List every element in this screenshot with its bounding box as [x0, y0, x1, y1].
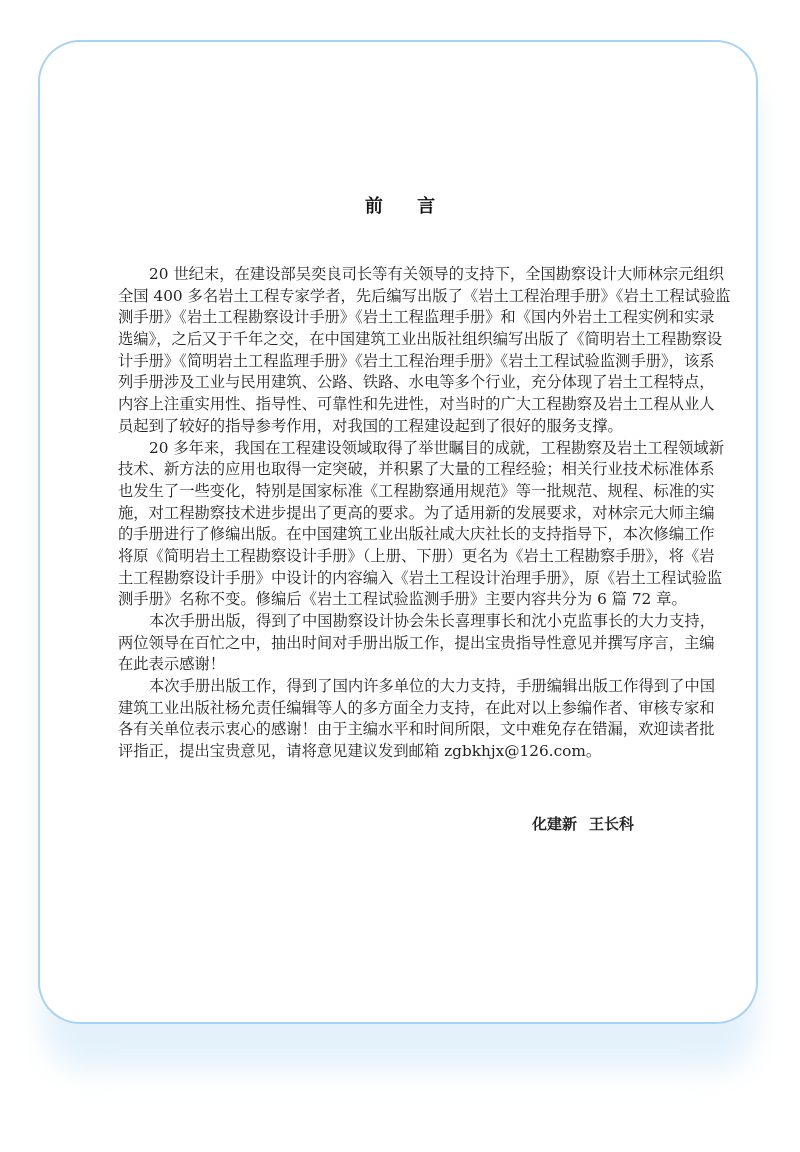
text-line: 技术、新方法的应用也取得一定突破，并积累了大量的工程经验；相关行业技术标准体系 — [118, 460, 715, 479]
text-line: 计手册》《简明岩土工程监理手册》《岩土工程治理手册》《岩土工程试验监测手册》，该系 — [118, 351, 715, 370]
text-line: 本次手册出版，得到了中国勘察设计协会朱长喜理事长和沈小克监事长的大力支持， — [149, 612, 715, 630]
text-line: 测手册》《岩土工程勘察设计手册》《岩土工程监理手册》和《国内外岩土工程实例和实录 — [118, 308, 715, 327]
text-line: 全国 400 多名岩土工程专家学者，先后编写出版了《岩土工程治理手册》《岩土工程试验监 — [118, 286, 731, 305]
text-line: 20 世纪末，在建设部吴奕良司长等有关领导的支持下，全国勘察设计大师林宗元组织 — [149, 265, 725, 283]
text-line: 施，对工程勘察技术进步提出了更高的要求。为了适用新的发展要求，对林宗元大师主编 — [118, 503, 715, 522]
author-name: 王长科 — [588, 815, 634, 833]
author-name: 化建新 — [531, 815, 577, 833]
text-line: 员起到了较好的指导参考作用，对我国的工程建设起到了很好的服务支撑。 — [118, 416, 623, 435]
text-line: 也发生了一些变化，特别是国家标准《工程勘察通用规范》等一批规范、规程、标准的实 — [118, 481, 715, 500]
preface-body — [118, 264, 731, 763]
text-line: 建筑工业出版社杨允责任编辑等人的多方面全力支持，在此对以上参编作者、审核专家和 — [118, 698, 715, 717]
text-line: 选编》，之后又于千年之交，在中国建筑工业出版社组织编写出版了《简明岩土工程勘察设 — [118, 330, 723, 349]
text-line: 在此表示感谢！ — [118, 655, 226, 674]
text-line: 两位领导在百忙之中，抽出时间对手册出版工作，提出宝贵指导性意见并撰写序言，主编 — [118, 633, 715, 652]
page-title: 前 言 — [364, 196, 450, 217]
paragraph — [118, 264, 731, 438]
text-line: 各有关单位表示衷心的感谢！由于主编水平和时间所限，文中难免存在错漏，欢迎读者批 — [118, 720, 715, 739]
text-line: 20 多年来，我国在工程建设领域取得了举世瞩目的成就，工程勘察及岩土工程领域新 — [149, 438, 725, 457]
paragraph — [118, 676, 715, 763]
text-line: 本次手册出版工作，得到了国内许多单位的大力支持，手册编辑出版工作得到了中国 — [149, 677, 715, 696]
signature — [532, 813, 634, 834]
text-line: 测手册》名称不变。修编后《岩土工程试验监测手册》主要内容共分为 6 篇 72 章。 — [118, 590, 687, 609]
text-line: 列手册涉及工业与民用建筑、公路、铁路、水电等多个行业，充分体现了岩土工程特点， — [118, 373, 715, 392]
text-line: 的手册进行了修编出版。在中国建筑工业出版社咸大庆社长的支持指导下，本次修编工作 — [118, 525, 715, 544]
paragraph — [118, 611, 715, 676]
text-line: 评指正，提出宝贵意见，请将意见建议发到邮箱 zgbkhjx@126.com。 — [118, 742, 602, 761]
paragraph — [118, 438, 725, 612]
text-line: 土工程勘察设计手册》中设计的内容编入《岩土工程设计治理手册》，原《岩土工程试验监 — [118, 568, 723, 587]
text-line: 将原《简明岩土工程勘察设计手册》（上册、下册）更名为《岩土工程勘察手册》，将《岩 — [118, 546, 715, 565]
text-line: 内容上注重实用性、指导性、可靠性和先进性，对当时的广大工程勘察及岩土工程从业人 — [118, 395, 715, 414]
